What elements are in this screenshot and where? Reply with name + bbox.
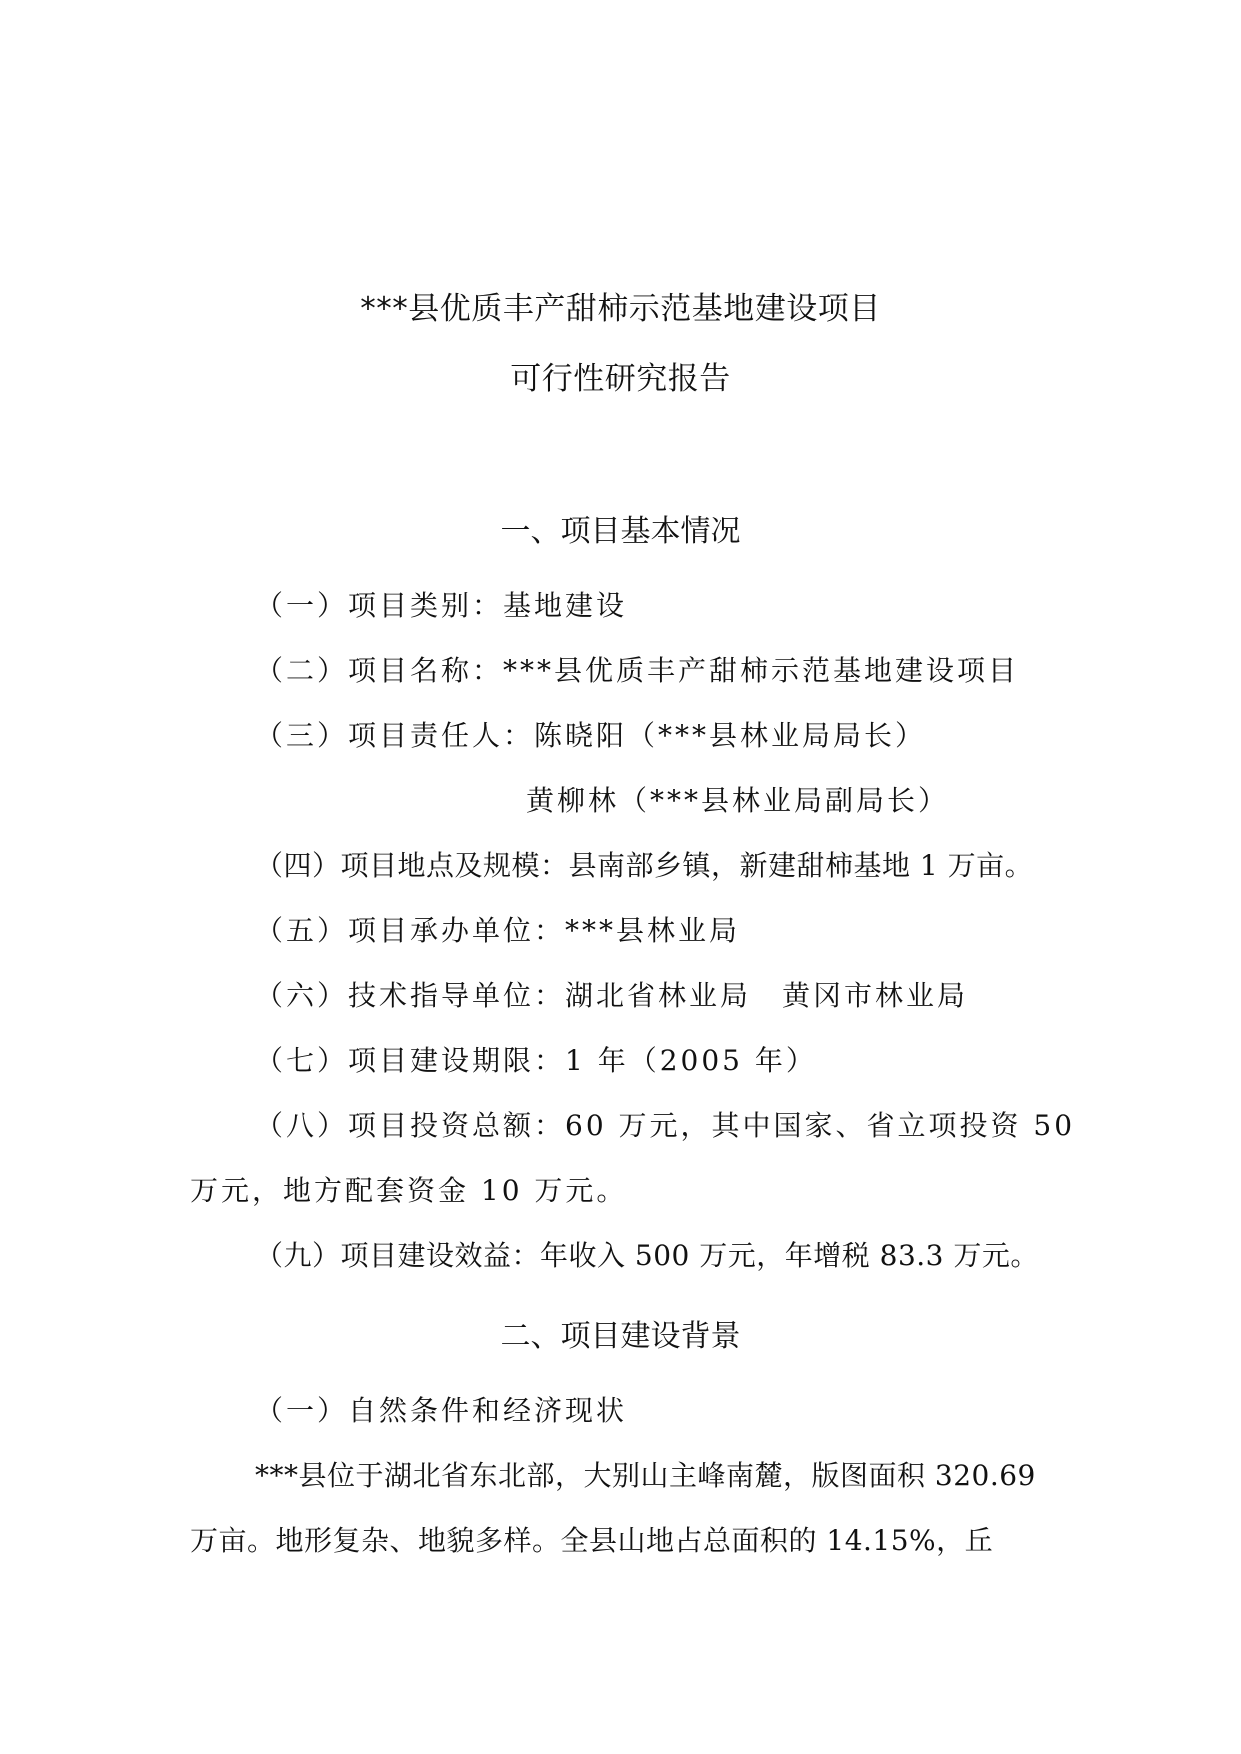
report-title-line-1: ***县优质丰产甜柿示范基地建设项目 <box>360 291 881 327</box>
item-total-investment: （八）项目投资总额：60 万元，其中国家、省立项投资 50 <box>255 1109 1076 1142</box>
item-project-name: （二）项目名称：***县优质丰产甜柿示范基地建设项目 <box>255 654 1020 687</box>
paragraph-line-1: ***县位于湖北省东北部，大别山主峰南麓，版图面积 320.69 <box>255 1459 1036 1492</box>
item-undertaking-unit: （五）项目承办单位：***县林业局 <box>255 914 741 947</box>
item-total-investment-cont: 万元，地方配套资金 10 万元。 <box>190 1174 628 1207</box>
section-heading-basic-info: 一、项目基本情况 <box>500 514 741 549</box>
item-project-category: （一）项目类别：基地建设 <box>255 589 628 622</box>
item-project-leader-2: 黄柳林（***县林业局副局长） <box>526 784 950 817</box>
item-technical-guidance: （六）技术指导单位：湖北省林业局 黄冈市林业局 <box>255 979 969 1012</box>
section-heading-background: 二、项目建设背景 <box>500 1319 741 1354</box>
item-project-location: （四）项目地点及规模：县南部乡镇，新建甜柿基地 1 万亩。 <box>255 849 1034 882</box>
item-project-leader: （三）项目责任人：陈晓阳（***县林业局局长） <box>255 719 927 752</box>
item-construction-period: （七）项目建设期限：1 年（2005 年） <box>255 1044 817 1077</box>
subsection-natural-conditions: （一）自然条件和经济现状 <box>255 1394 628 1427</box>
item-project-benefit: （九）项目建设效益：年收入 500 万元，年增税 83.3 万元。 <box>255 1239 1039 1272</box>
paragraph-line-2: 万亩。地形复杂、地貌多样。全县山地占总面积的 14.15%，丘 <box>190 1524 994 1557</box>
report-title-line-2: 可行性研究报告 <box>510 361 731 397</box>
